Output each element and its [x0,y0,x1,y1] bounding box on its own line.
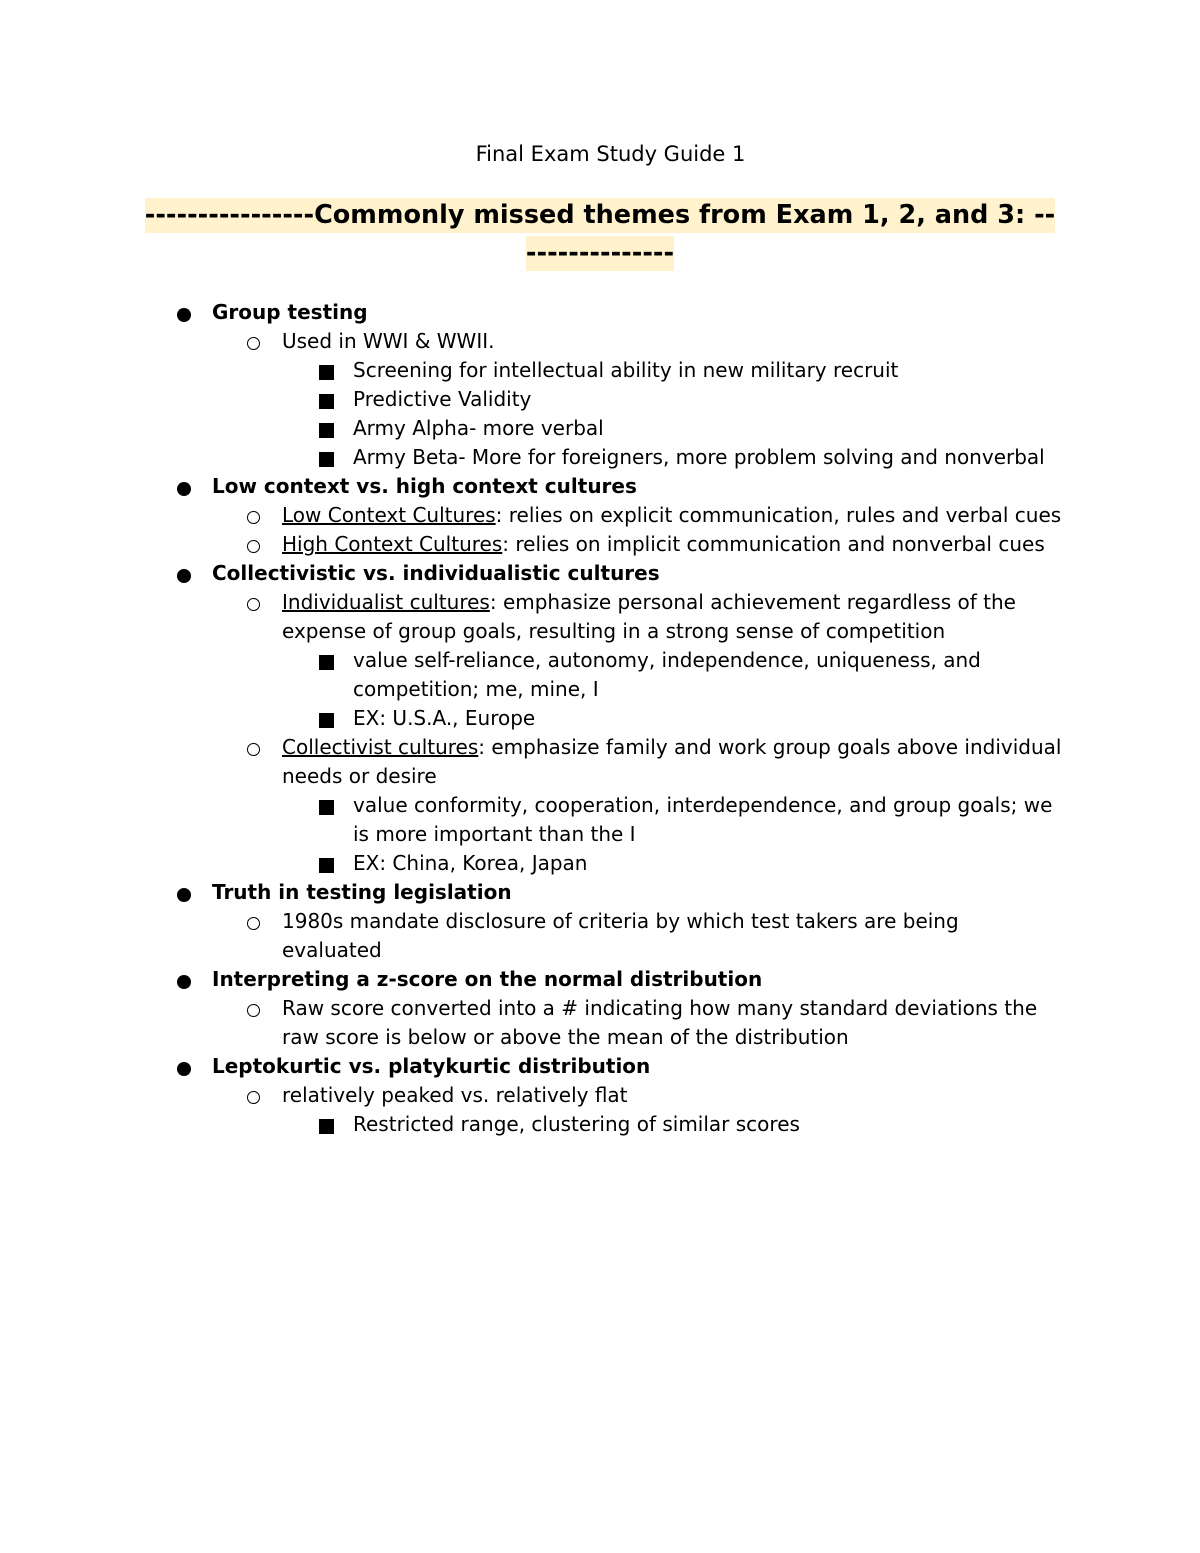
outline-subpoint [0,994,1062,1052]
outline-subpoint [0,327,1062,356]
bullet-marker [319,704,334,733]
subpoint-text: : emphasize family and work group goals above individual needs or desire [282,735,1062,788]
bullet-marker [247,1081,260,1110]
square-bullet-icon [319,858,334,873]
subpoint-text: : relies on implicit communication and nonverbal cues [502,532,1045,556]
section-heading-highlight: ----------------Commonly missed themes from Exam 1, 2, and 3: ---------------- [145,198,1056,271]
outline-detail [0,849,1063,878]
filled-circle-bullet-icon [177,569,191,583]
outline-detail [0,443,1063,472]
subpoint-text: relatively peaked vs. relatively flat [282,1083,628,1107]
bullet-marker [247,530,260,559]
filled-circle-bullet-icon [177,482,191,496]
outline-detail [0,385,1063,414]
square-bullet-icon [319,800,334,815]
detail-text: value conformity, cooperation, interdependence, and group goals; we is more important than the I [353,793,1053,846]
subpoint-term: Individualist cultures [282,590,490,614]
outline-subpoint [0,1081,1062,1110]
detail-text: EX: U.S.A., Europe [353,706,536,730]
bullet-marker [177,559,191,588]
outline-topic [0,965,1062,994]
topic-heading: Low context vs. high context cultures [212,474,637,498]
bullet-marker [319,791,334,820]
hollow-circle-bullet-icon [247,743,260,756]
outline-detail [0,1110,1063,1139]
outline-topic [0,472,1062,501]
outline-subpoint [0,501,1062,530]
bullet-marker [319,356,334,385]
outline-subpoint [0,530,1062,559]
bullet-marker [319,385,334,414]
bullet-marker [177,472,191,501]
subpoint-term: Low Context Cultures [282,503,496,527]
bullet-marker [177,298,191,327]
outline-detail [0,356,1063,385]
bullet-marker [319,443,334,472]
subpoint-term: Collectivist cultures [282,735,479,759]
subpoint-text: Used in WWI & WWII. [282,329,495,353]
square-bullet-icon [319,1119,334,1134]
bullet-marker [247,733,260,762]
bullet-marker [247,501,260,530]
bullet-marker [177,1052,191,1081]
outline-subpoint [0,588,1062,646]
hollow-circle-bullet-icon [247,540,260,553]
bullet-marker [247,327,260,356]
bullet-marker [319,646,334,675]
outline-topic [0,1052,1062,1081]
detail-text: Restricted range, clustering of similar scores [353,1112,800,1136]
bullet-marker [247,907,260,936]
topic-heading: Leptokurtic vs. platykurtic distribution [212,1054,651,1078]
bullet-marker [177,878,191,907]
topic-heading: Collectivistic vs. individualistic cultures [212,561,660,585]
subpoint-text: : emphasize personal achievement regardless of the expense of group goals, resulting in a strong sense of competition [282,590,1016,643]
bullet-marker [247,588,260,617]
topic-heading: Interpreting a z-score on the normal distribution [212,967,763,991]
square-bullet-icon [319,365,334,380]
filled-circle-bullet-icon [177,975,191,989]
topic-heading: Truth in testing legislation [212,880,512,904]
hollow-circle-bullet-icon [247,917,260,930]
subpoint-term: High Context Cultures [282,532,503,556]
outline-detail [0,414,1063,443]
hollow-circle-bullet-icon [247,337,260,350]
bullet-marker [319,414,334,443]
bullet-marker [319,849,334,878]
detail-text: Army Alpha- more verbal [353,416,604,440]
square-bullet-icon [319,423,334,438]
hollow-circle-bullet-icon [247,1004,260,1017]
outline-detail [0,791,1063,849]
outline-topic [0,878,1062,907]
outline-topic [0,559,1062,588]
square-bullet-icon [319,452,334,467]
hollow-circle-bullet-icon [247,1091,260,1104]
filled-circle-bullet-icon [177,1062,191,1076]
subpoint-text: : relies on explicit communication, rules and verbal cues [495,503,1062,527]
study-guide-outline [0,298,1200,1139]
bullet-marker [319,1110,334,1139]
filled-circle-bullet-icon [177,308,191,322]
detail-text: Army Beta- More for foreigners, more problem solving and nonverbal [353,445,1045,469]
detail-text: value self-reliance, autonomy, independence, uniqueness, and competition; me, mine, I [353,648,981,701]
bullet-marker [247,994,260,1023]
outline-subpoint [0,733,1062,791]
hollow-circle-bullet-icon [247,511,260,524]
outline-subpoint [0,907,1062,965]
bullet-marker [177,965,191,994]
square-bullet-icon [319,394,334,409]
subpoint-text: Raw score converted into a # indicating how many standard deviations the raw score is below or above the mean of the distribution [282,996,1038,1049]
square-bullet-icon [319,713,334,728]
detail-text: Predictive Validity [353,387,532,411]
outline-topic [0,298,1062,327]
outline-detail [0,704,1063,733]
subpoint-text: 1980s mandate disclosure of criteria by which test takers are being evaluated [282,909,959,962]
topic-heading: Group testing [212,300,368,324]
square-bullet-icon [319,655,334,670]
hollow-circle-bullet-icon [247,598,260,611]
outline-detail [0,646,1063,704]
filled-circle-bullet-icon [177,888,191,902]
detail-text: EX: China, Korea, Japan [353,851,588,875]
document-title: Final Exam Study Guide 1 [475,142,746,166]
section-heading [140,196,1060,272]
detail-text: Screening for intellectual ability in new military recruit [353,358,899,382]
